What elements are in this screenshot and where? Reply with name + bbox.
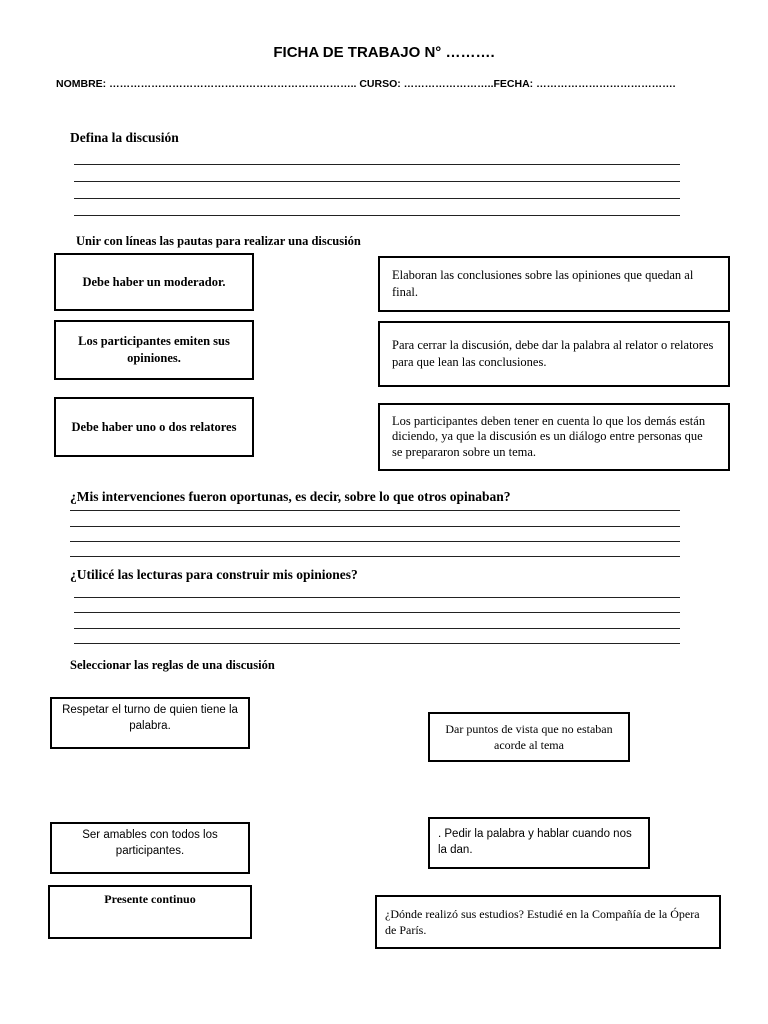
match-left-box: Debe haber uno o dos relatores (54, 397, 254, 457)
section-heading-interventions: ¿Mis intervenciones fueron oportunas, es decir, sobre lo que otros opinaban? (70, 489, 511, 504)
answer-line (74, 181, 680, 182)
answer-line (70, 526, 680, 527)
section-heading-rules: Seleccionar las reglas de una discusión (70, 658, 275, 672)
page-title: FICHA DE TRABAJO N° ………. (273, 44, 495, 61)
answer-line (74, 198, 680, 199)
answer-line (74, 215, 680, 216)
section-heading-match: Unir con líneas las pautas para realizar una discusión (76, 234, 361, 248)
section-heading-readings: ¿Utilicé las lecturas para construir mis opiniones? (70, 567, 358, 582)
rule-option-box[interactable]: . Pedir la palabra y hablar cuando nos la dan. (428, 817, 650, 869)
match-right-box: Para cerrar la discusión, debe dar la palabra al relator o relatores para que lean las conclusiones. (378, 321, 730, 387)
match-left-box: Debe haber un moderador. (54, 253, 254, 311)
answer-line (74, 628, 680, 629)
rule-option-box[interactable]: Respetar el turno de quien tiene la palabra. (50, 697, 250, 749)
answer-line (70, 541, 680, 542)
answer-line (70, 510, 680, 511)
student-fields: NOMBRE: …………………………………………………………….. CURSO: ……………………..FECHA: …………………………………. (56, 78, 676, 90)
answer-line (74, 643, 680, 644)
rule-option-box[interactable]: Dar puntos de vista que no estaban acorde al tema (428, 712, 630, 762)
match-right-box: Los participantes deben tener en cuenta lo que los demás están diciendo, ya que la discusión es un diálogo entre personas que se prepararon sobre un tema. (378, 403, 730, 471)
rule-option-box[interactable]: Presente continuo (48, 885, 252, 939)
match-right-box: Elaboran las conclusiones sobre las opiniones que quedan al final. (378, 256, 730, 312)
answer-line (74, 597, 680, 598)
rule-option-box[interactable]: ¿Dónde realizó sus estudios? Estudié en la Compañía de la Ópera de París. (375, 895, 721, 949)
section-heading-define: Defina la discusión (70, 130, 179, 145)
rule-option-box[interactable]: Ser amables con todos los participantes. (50, 822, 250, 874)
answer-line (74, 612, 680, 613)
match-left-box: Los participantes emiten sus opiniones. (54, 320, 254, 380)
answer-line (74, 164, 680, 165)
answer-line (70, 556, 680, 557)
